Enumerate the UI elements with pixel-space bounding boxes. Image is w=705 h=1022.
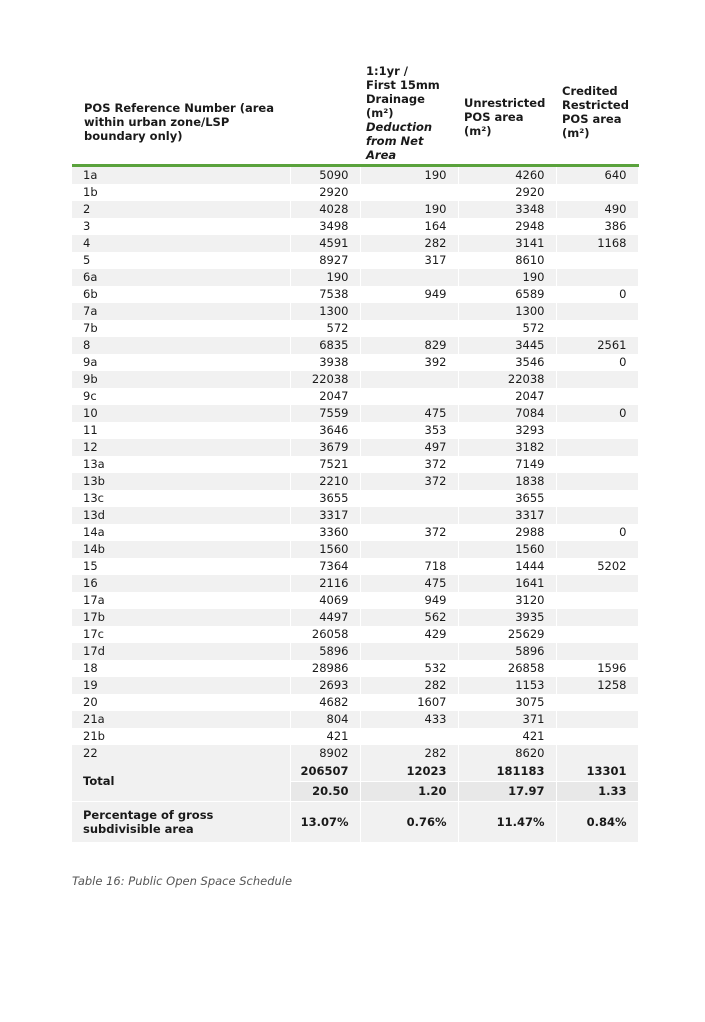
row-reference: 19 [72, 677, 290, 694]
row-unrestricted: 2988 [458, 524, 556, 541]
row-unrestricted: 22038 [458, 371, 556, 388]
row-drainage [360, 507, 458, 524]
header-drainage-deduction [360, 60, 458, 166]
row-restricted: 5202 [556, 558, 638, 575]
row-drainage: 497 [360, 439, 458, 456]
row-restricted: 0 [556, 405, 638, 422]
row-area: 7364 [290, 558, 360, 575]
row-restricted [556, 456, 638, 473]
row-restricted [556, 711, 638, 728]
row-reference: 2 [72, 201, 290, 218]
row-restricted [556, 320, 638, 337]
row-reference: 12 [72, 439, 290, 456]
row-restricted [556, 609, 638, 626]
row-area: 7538 [290, 286, 360, 303]
header-drainage-line: First 15mm [366, 78, 440, 92]
row-reference: 14b [72, 541, 290, 558]
row-restricted [556, 269, 638, 286]
row-restricted [556, 745, 638, 762]
table-row [72, 745, 638, 762]
row-restricted [556, 422, 638, 439]
row-area: 4682 [290, 694, 360, 711]
row-drainage: 317 [360, 252, 458, 269]
row-area: 3655 [290, 490, 360, 507]
row-reference: 17c [72, 626, 290, 643]
table-row [72, 524, 638, 541]
row-reference: 18 [72, 660, 290, 677]
row-reference: 13a [72, 456, 290, 473]
row-drainage: 949 [360, 286, 458, 303]
row-drainage [360, 541, 458, 558]
table-row [72, 575, 638, 592]
table-row [72, 235, 638, 252]
row-drainage [360, 371, 458, 388]
row-area: 5090 [290, 166, 360, 185]
row-restricted: 0 [556, 524, 638, 541]
row-reference: 13c [72, 490, 290, 507]
row-restricted [556, 371, 638, 388]
row-area: 3498 [290, 218, 360, 235]
row-drainage: 718 [360, 558, 458, 575]
table-row [72, 184, 638, 201]
row-reference: 1b [72, 184, 290, 201]
header-drainage-line: Deduction [366, 120, 433, 134]
header-pos-reference: POS Reference Number (area within urban zone/LSP boundary only) [72, 60, 290, 166]
row-drainage [360, 269, 458, 286]
row-unrestricted: 3293 [458, 422, 556, 439]
row-drainage: 532 [360, 660, 458, 677]
row-restricted [556, 473, 638, 490]
header-drainage-line: Area [366, 148, 397, 162]
row-reference: 17a [72, 592, 290, 609]
row-unrestricted: 1641 [458, 575, 556, 592]
row-reference: 6a [72, 269, 290, 286]
row-area: 2920 [290, 184, 360, 201]
row-unrestricted: 371 [458, 711, 556, 728]
row-area: 2210 [290, 473, 360, 490]
table-row [72, 166, 638, 185]
table-row [72, 201, 638, 218]
row-area: 4497 [290, 609, 360, 626]
row-drainage [360, 728, 458, 745]
row-area: 22038 [290, 371, 360, 388]
row-restricted: 1168 [556, 235, 638, 252]
row-unrestricted: 7084 [458, 405, 556, 422]
table-row [72, 592, 638, 609]
row-unrestricted: 25629 [458, 626, 556, 643]
row-reference: 11 [72, 422, 290, 439]
row-drainage: 829 [360, 337, 458, 354]
row-drainage: 1607 [360, 694, 458, 711]
table-row [72, 677, 638, 694]
row-unrestricted: 421 [458, 728, 556, 745]
table-row [72, 439, 638, 456]
row-unrestricted: 7149 [458, 456, 556, 473]
row-unrestricted: 2047 [458, 388, 556, 405]
row-restricted: 1596 [556, 660, 638, 677]
header-drainage-line: 1:1yr / [366, 64, 408, 78]
table-footer [72, 762, 638, 842]
row-drainage: 282 [360, 745, 458, 762]
row-reference: 9a [72, 354, 290, 371]
row-unrestricted: 1838 [458, 473, 556, 490]
row-drainage: 372 [360, 524, 458, 541]
row-unrestricted: 3317 [458, 507, 556, 524]
row-reference: 1a [72, 166, 290, 185]
row-unrestricted: 3546 [458, 354, 556, 371]
row-unrestricted: 3182 [458, 439, 556, 456]
row-drainage [360, 388, 458, 405]
header-drainage-line: Drainage [366, 92, 425, 106]
row-unrestricted: 2948 [458, 218, 556, 235]
row-reference: 5 [72, 252, 290, 269]
row-reference: 13b [72, 473, 290, 490]
row-area: 4591 [290, 235, 360, 252]
total-restricted-ha: 1.33 [556, 782, 638, 802]
table-row [72, 405, 638, 422]
row-area: 26058 [290, 626, 360, 643]
row-restricted [556, 490, 638, 507]
percentage-label: Percentage of gross subdivisible area [72, 802, 290, 843]
row-drainage: 190 [360, 201, 458, 218]
row-restricted [556, 694, 638, 711]
row-unrestricted: 3120 [458, 592, 556, 609]
row-unrestricted: 3935 [458, 609, 556, 626]
table-row [72, 473, 638, 490]
row-unrestricted: 1444 [458, 558, 556, 575]
table-row [72, 456, 638, 473]
row-restricted [556, 626, 638, 643]
row-unrestricted: 3445 [458, 337, 556, 354]
row-restricted [556, 252, 638, 269]
row-reference: 9c [72, 388, 290, 405]
header-area [290, 60, 360, 166]
row-restricted [556, 592, 638, 609]
row-area: 2116 [290, 575, 360, 592]
row-drainage [360, 643, 458, 660]
row-drainage: 475 [360, 405, 458, 422]
row-drainage: 353 [360, 422, 458, 439]
row-reference: 14a [72, 524, 290, 541]
row-reference: 21b [72, 728, 290, 745]
row-reference: 7b [72, 320, 290, 337]
total-area-ha: 20.50 [290, 782, 360, 802]
row-reference: 20 [72, 694, 290, 711]
row-drainage: 949 [360, 592, 458, 609]
row-restricted [556, 507, 638, 524]
row-restricted: 640 [556, 166, 638, 185]
row-drainage [360, 184, 458, 201]
row-unrestricted: 3348 [458, 201, 556, 218]
percentage-row [72, 802, 638, 843]
row-area: 8927 [290, 252, 360, 269]
pos-schedule-sheet [72, 60, 638, 842]
row-unrestricted: 8610 [458, 252, 556, 269]
table-row [72, 541, 638, 558]
table-row [72, 490, 638, 507]
row-unrestricted: 1300 [458, 303, 556, 320]
row-drainage: 429 [360, 626, 458, 643]
row-restricted [556, 643, 638, 660]
table-row [72, 728, 638, 745]
percentage-unrestricted: 11.47% [458, 802, 556, 843]
header-drainage-line: from Net [366, 134, 424, 148]
row-reference: 7a [72, 303, 290, 320]
row-area: 1560 [290, 541, 360, 558]
percentage-area: 13.07% [290, 802, 360, 843]
table-header [72, 60, 638, 166]
row-drainage: 190 [360, 166, 458, 185]
table-row [72, 660, 638, 677]
total-drainage-ha: 1.20 [360, 782, 458, 802]
row-area: 4069 [290, 592, 360, 609]
table-body [72, 166, 638, 763]
row-unrestricted: 3655 [458, 490, 556, 507]
row-reference: 3 [72, 218, 290, 235]
row-reference: 15 [72, 558, 290, 575]
row-restricted [556, 184, 638, 201]
row-restricted [556, 728, 638, 745]
row-drainage: 372 [360, 456, 458, 473]
row-drainage: 392 [360, 354, 458, 371]
table-row [72, 711, 638, 728]
row-reference: 13d [72, 507, 290, 524]
row-area: 1300 [290, 303, 360, 320]
total-unrestricted-ha: 17.97 [458, 782, 556, 802]
row-area: 8902 [290, 745, 360, 762]
row-drainage [360, 303, 458, 320]
row-unrestricted: 6589 [458, 286, 556, 303]
table-row [72, 218, 638, 235]
row-reference: 10 [72, 405, 290, 422]
row-area: 7521 [290, 456, 360, 473]
row-area: 3360 [290, 524, 360, 541]
row-restricted [556, 541, 638, 558]
row-area: 5896 [290, 643, 360, 660]
percentage-restricted: 0.84% [556, 802, 638, 843]
row-area: 3317 [290, 507, 360, 524]
table-row [72, 337, 638, 354]
total-drainage: 12023 [360, 762, 458, 782]
row-drainage [360, 320, 458, 337]
row-area: 572 [290, 320, 360, 337]
total-area: 206507 [290, 762, 360, 782]
row-restricted: 2561 [556, 337, 638, 354]
table-row [72, 252, 638, 269]
row-drainage: 433 [360, 711, 458, 728]
row-area: 28986 [290, 660, 360, 677]
table-row [72, 320, 638, 337]
total-unrestricted: 181183 [458, 762, 556, 782]
row-unrestricted: 26858 [458, 660, 556, 677]
table-row [72, 558, 638, 575]
row-area: 3646 [290, 422, 360, 439]
row-reference: 17b [72, 609, 290, 626]
total-label: Total [72, 762, 290, 802]
row-drainage: 282 [360, 677, 458, 694]
total-sqm-row [72, 762, 638, 782]
row-reference: 4 [72, 235, 290, 252]
row-drainage: 282 [360, 235, 458, 252]
row-area: 7559 [290, 405, 360, 422]
row-area: 4028 [290, 201, 360, 218]
row-area: 804 [290, 711, 360, 728]
row-unrestricted: 1560 [458, 541, 556, 558]
row-reference: 22 [72, 745, 290, 762]
row-area: 2047 [290, 388, 360, 405]
table-row [72, 422, 638, 439]
header-drainage-line: (m²) [366, 106, 394, 120]
row-unrestricted: 190 [458, 269, 556, 286]
table-row [72, 354, 638, 371]
row-area: 6835 [290, 337, 360, 354]
row-drainage: 475 [360, 575, 458, 592]
table-row [72, 643, 638, 660]
row-reference: 21a [72, 711, 290, 728]
row-restricted [556, 388, 638, 405]
row-restricted: 490 [556, 201, 638, 218]
header-unrestricted-pos: Unrestricted POS area (m²) [458, 60, 556, 166]
row-drainage [360, 490, 458, 507]
row-reference: 16 [72, 575, 290, 592]
pos-schedule-table [72, 60, 639, 842]
row-area: 190 [290, 269, 360, 286]
row-unrestricted: 2920 [458, 184, 556, 201]
row-restricted: 1258 [556, 677, 638, 694]
table-row [72, 694, 638, 711]
header-restricted-pos: Credited Restricted POS area (m²) [556, 60, 638, 166]
row-restricted [556, 439, 638, 456]
row-unrestricted: 572 [458, 320, 556, 337]
table-caption: Table 16: Public Open Space Schedule [72, 874, 293, 888]
row-restricted [556, 575, 638, 592]
table-row [72, 269, 638, 286]
row-restricted [556, 303, 638, 320]
row-drainage: 372 [360, 473, 458, 490]
row-unrestricted: 3141 [458, 235, 556, 252]
row-area: 3938 [290, 354, 360, 371]
table-row [72, 626, 638, 643]
row-area: 3679 [290, 439, 360, 456]
row-reference: 9b [72, 371, 290, 388]
row-unrestricted: 4260 [458, 166, 556, 185]
percentage-drainage: 0.76% [360, 802, 458, 843]
row-area: 421 [290, 728, 360, 745]
row-reference: 6b [72, 286, 290, 303]
total-restricted: 13301 [556, 762, 638, 782]
row-unrestricted: 3075 [458, 694, 556, 711]
row-area: 2693 [290, 677, 360, 694]
table-row [72, 286, 638, 303]
row-restricted: 0 [556, 286, 638, 303]
row-restricted: 386 [556, 218, 638, 235]
row-unrestricted: 5896 [458, 643, 556, 660]
table-row [72, 609, 638, 626]
table-row [72, 371, 638, 388]
row-reference: 8 [72, 337, 290, 354]
row-drainage: 164 [360, 218, 458, 235]
row-unrestricted: 1153 [458, 677, 556, 694]
row-reference: 17d [72, 643, 290, 660]
row-unrestricted: 8620 [458, 745, 556, 762]
row-restricted: 0 [556, 354, 638, 371]
table-row [72, 507, 638, 524]
row-drainage: 562 [360, 609, 458, 626]
table-row [72, 303, 638, 320]
table-row [72, 388, 638, 405]
